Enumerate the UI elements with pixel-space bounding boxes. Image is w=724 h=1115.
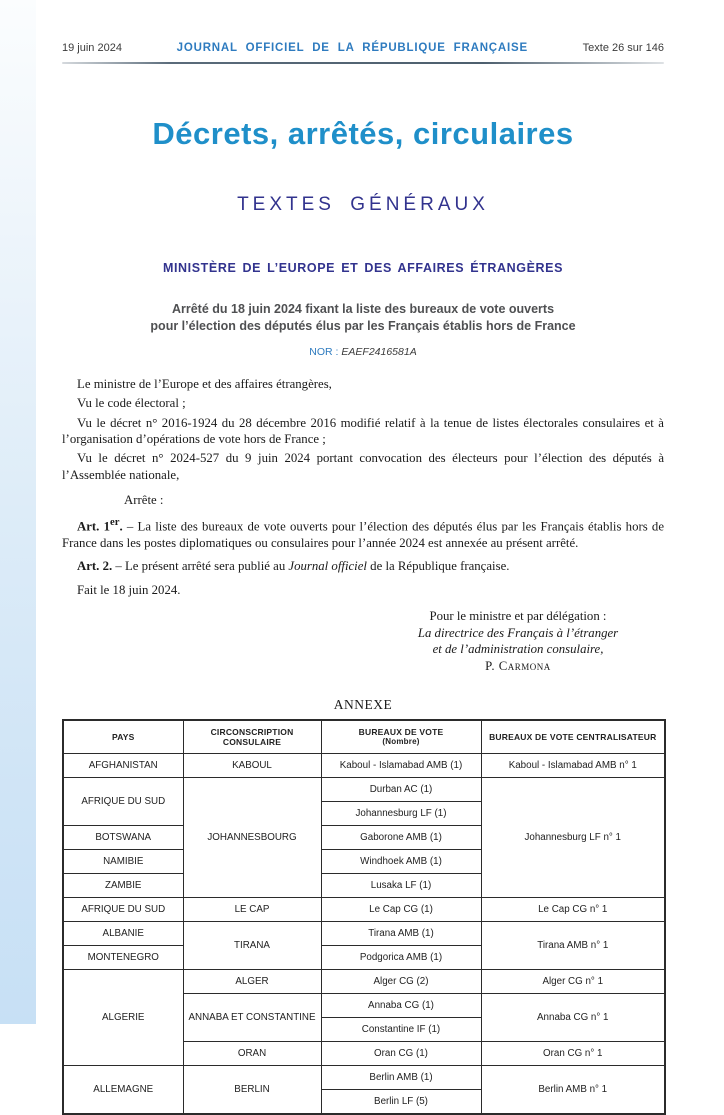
signature-name: P. Carmona [485,659,551,674]
annexe-table-cell: Lusaka LF (1) [321,873,481,897]
annexe-table-header: BUREAUX DE VOTE CENTRALISATEUR [481,720,665,754]
article-1-dot: . [119,519,123,534]
article-2-journal-officiel: Journal officiel [288,559,367,574]
body-paragraph-vu3: Vu le décret n° 2024-527 du 9 juin 2024 portant convocation des électeurs pour l’élection des députés à l’Assemblée nationale, [62,451,664,482]
annexe-table-row [63,921,665,945]
header-text-number: Texte 26 sur 146 [582,42,664,54]
annexe-table-cell: Windhoek AMB (1) [321,849,481,873]
header-date: 19 juin 2024 [62,42,122,54]
journal-title: JOURNAL OFFICIEL DE LA RÉPUBLIQUE FRANÇAISE [176,42,528,54]
annexe-table-cell: ZAMBIE [63,873,183,897]
article-2-dash: – [112,559,125,574]
annexe-table-cell: ALLEMAGNE [63,1065,183,1114]
signature-block [368,608,668,675]
body-arrete-word: Arrête : [124,493,164,507]
annexe-table-cell: Annaba CG (1) [321,993,481,1017]
annexe-table-cell: MONTENEGRO [63,945,183,969]
nor-line [62,346,664,358]
page-title: Décrets, arrêtés, circulaires [152,116,574,151]
annexe-table-cell: ALGERIE [63,969,183,1065]
annexe-table-row [63,969,665,993]
annexe-table-cell: BOTSWANA [63,825,183,849]
annexe-table-header: CIRCONSCRIPTION CONSULAIRE [183,720,321,754]
article-1-text: La liste des bureaux de vote ouverts pour l’élection des députés élus par les Français établis hors de France dans les postes diplomatiques ou consulaires pour l’année 2024 est annexée au présent arrêté. [62,519,664,551]
body-paragraph-vu1: Vu le code électoral ; [77,396,186,411]
annexe-table-cell: Durban AC (1) [321,777,481,801]
annexe-table-cell: ORAN [183,1041,321,1065]
annexe-table-cell: TIRANA [183,921,321,969]
annexe-table-cell: KABOUL [183,753,321,777]
article-1-dash: – [122,519,138,534]
annexe-table-cell: AFRIQUE DU SUD [63,897,183,921]
annexe-table-row [63,753,665,777]
annexe-table-cell: Le Cap CG n° 1 [481,897,665,921]
annexe-table-row [63,1065,665,1089]
annexe-table-cell: AFRIQUE DU SUD [63,777,183,825]
annexe-title: ANNEXE [333,696,393,712]
nor-label: NOR : [309,345,342,358]
annexe-table-cell: Johannesburg LF n° 1 [481,777,665,897]
body-paragraph-vu2: Vu le décret n° 2016-1924 du 28 décembre 2016 modifié relatif à la tenue de listes électorales consulaires et à l’organisation d’opérations de vote hors de France ; [62,415,664,446]
article-2-label: Art. 2. [77,559,113,574]
signature-delegation: Pour le ministre et par délégation : [429,609,607,624]
article-1-label: Art. 1 [77,519,110,534]
section-title: TEXTES GÉNÉRAUX [237,194,489,215]
annexe-table-cell: JOHANNESBOURG [183,777,321,897]
document-page [62,0,664,1115]
annexe-table-cell: Oran CG n° 1 [481,1041,665,1065]
annexe-table-cell: AFGHANISTAN [63,753,183,777]
annexe-table-row [63,897,665,921]
arrete-title-line2: pour l’élection des députés élus par les Français établis hors de France [150,318,576,333]
annexe-table-row [63,777,665,801]
annexe-table-cell: Berlin AMB (1) [321,1065,481,1089]
article-2-text-post: de la République française. [366,559,510,574]
body-article-2 [62,558,664,574]
annexe-table-body [63,753,665,1114]
annexe-table-cell: Kaboul - Islamabad AMB (1) [321,753,481,777]
body-fait-le: Fait le 18 juin 2024. [77,582,181,597]
nor-value: EAEF2416581A [341,345,417,358]
page-left-edge-band [0,0,36,1024]
annexe-table-cell: Le Cap CG (1) [321,897,481,921]
signature-role-line2: et de l’administration consulaire, [432,642,604,657]
annexe-table-cell: Tirana AMB (1) [321,921,481,945]
signature-role-line1: La directrice des Français à l’étranger [417,625,619,640]
journal-header [62,0,664,54]
arrete-title [62,301,664,335]
annexe-table-head [63,720,665,754]
annexe-table-cell: Alger CG n° 1 [481,969,665,993]
ministry-title: MINISTÈRE DE L’EUROPE ET DES AFFAIRES ÉTRANGÈRES [162,261,564,275]
body-paragraph-minister: Le ministre de l’Europe et des affaires étrangères, [77,376,332,391]
annexe-table-cell: LE CAP [183,897,321,921]
annexe-table-cell: BERLIN [183,1065,321,1114]
annexe-table-cell: Constantine IF (1) [321,1017,481,1041]
annexe-table-cell: Annaba CG n° 1 [481,993,665,1041]
article-2-text-pre: Le présent arrêté sera publié au [124,559,289,574]
annexe-table [62,719,666,1115]
annexe-table-cell: Tirana AMB n° 1 [481,921,665,969]
annexe-table-cell: NAMIBIE [63,849,183,873]
article-1-sup: er [110,517,120,529]
annexe-table-header: PAYS [63,720,183,754]
header-divider [62,62,664,64]
annexe-table-cell: Berlin AMB n° 1 [481,1065,665,1114]
arrete-title-line1: Arrêté du 18 juin 2024 fixant la liste des bureaux de vote ouverts [171,302,555,316]
annexe-table-cell: Kaboul - Islamabad AMB n° 1 [481,753,665,777]
annexe-table-cell: Alger CG (2) [321,969,481,993]
annexe-table-cell: Oran CG (1) [321,1041,481,1065]
annexe-table-cell: ALBANIE [63,921,183,945]
annexe-table-cell: ANNABA ET CONSTANTINE [183,993,321,1041]
annexe-table-cell: Johannesburg LF (1) [321,801,481,825]
annexe-table-cell: ALGER [183,969,321,993]
annexe-table-cell: Gaborone AMB (1) [321,825,481,849]
annexe-table-cell: Berlin LF (5) [321,1089,481,1114]
annexe-table-cell: Podgorica AMB (1) [321,945,481,969]
document-body [62,376,664,598]
body-article-1 [62,516,664,551]
annexe-table-header: BUREAUX DE VOTE (Nombre) [321,720,481,754]
